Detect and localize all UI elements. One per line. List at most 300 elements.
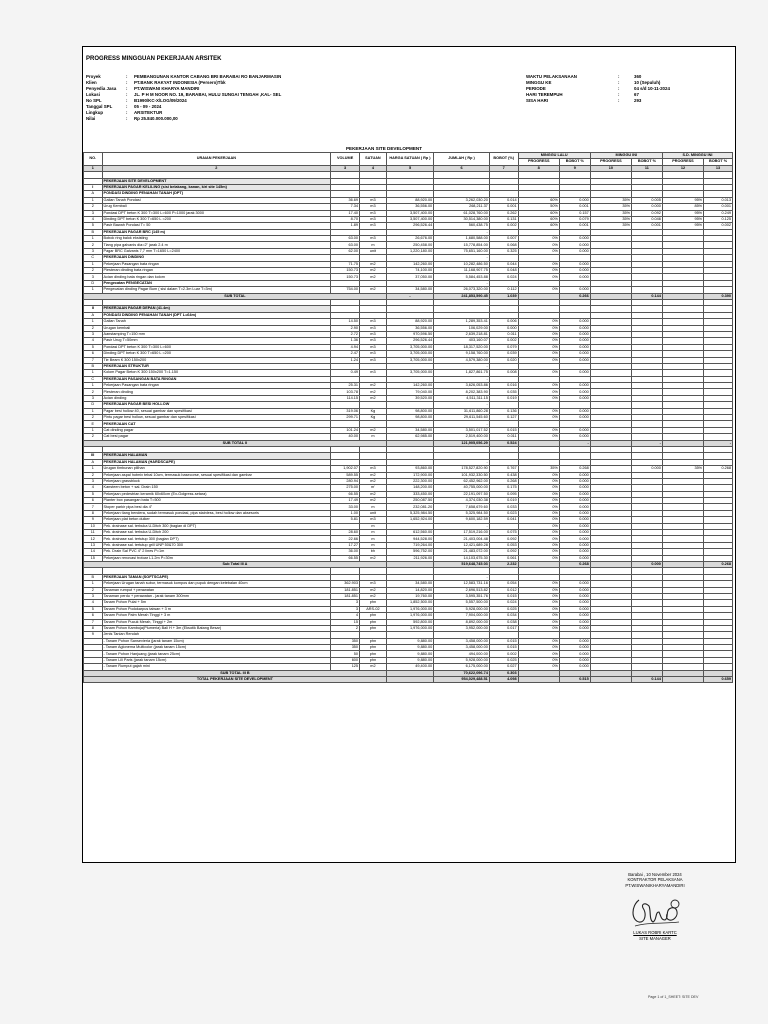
cell-n: 3 <box>84 331 103 337</box>
cell-sat: m2 <box>360 664 387 670</box>
handwritten-signature <box>625 892 685 930</box>
cell-sat: m <box>360 504 387 510</box>
cell-p1: 0% <box>518 593 559 599</box>
cell-b1: 0.000 <box>559 408 590 414</box>
cell-h: 36,556.00 <box>386 204 433 210</box>
cell-sat: m3 <box>360 357 387 363</box>
cell-j: 18,317,520.00 <box>434 344 490 350</box>
cell-b1: 0.000 <box>559 593 590 599</box>
cell-b1: 0.000 <box>559 287 590 293</box>
cell-n: 5 <box>84 491 103 497</box>
cell-b: 0.015 <box>489 427 518 433</box>
col-no: NO. <box>84 153 103 166</box>
cell-p1: 0% <box>518 485 559 491</box>
cell-d: Tanaman perdu + perawatan - jarak tanam 300mm <box>102 593 331 599</box>
cell-p3: 95% <box>662 197 703 203</box>
cell-vol: 66.55 <box>331 491 360 497</box>
colon-separator: : <box>618 86 620 91</box>
cell-j: - <box>434 421 490 427</box>
cell-d: PEKERJAAN HALAMAN <box>102 453 331 459</box>
cell-b1: 0.000 <box>559 504 590 510</box>
cell-j: - <box>434 280 490 286</box>
cell-vol: 36.00 <box>331 549 360 555</box>
cell-d: Tanaman rumput + perawatan <box>102 587 331 593</box>
cell-sat: m2 <box>360 274 387 280</box>
subtotal-label: TOTAL PEKERJAAN SITE DEVELOPMENT <box>84 677 387 683</box>
cell-p1: 35% <box>518 466 559 472</box>
cell-sat: m3 <box>360 197 387 203</box>
cell-j: 1,680,588.00 <box>434 236 490 242</box>
cell-p1: 0% <box>518 517 559 523</box>
col-minggu-lalu: MINGGU LALU <box>518 153 590 159</box>
cell-d: Urugan timbunan pilihan <box>102 466 331 472</box>
cell-b: 0.079 <box>489 344 518 350</box>
cell-p1: 60% <box>518 223 559 229</box>
cell-n: 2 <box>84 242 103 248</box>
cell-p1: 0% <box>518 478 559 484</box>
cell-b: 0.038 <box>489 619 518 625</box>
cell-p1: 0% <box>518 664 559 670</box>
cell-sat: unit <box>360 510 387 516</box>
cell-h: 93,860.00 <box>386 466 433 472</box>
cell-n: 3 <box>84 478 103 484</box>
cell-p1: 0% <box>518 427 559 433</box>
cell-n: 2 <box>84 325 103 331</box>
cell-j: 8,202,383.90 <box>434 389 490 395</box>
cell-vol: 280.94 <box>331 478 360 484</box>
cell-n: A <box>84 191 103 197</box>
cell-n: C <box>84 376 103 382</box>
cell-n: 7 <box>84 357 103 363</box>
cell-j: - <box>434 229 490 235</box>
cell-vol: 114.15 <box>331 395 360 401</box>
cell-b1: 0.000 <box>559 600 590 606</box>
cell-h: 3,507,400.00 <box>386 216 433 222</box>
cell-h: 9,880.00 <box>386 651 433 657</box>
cell-b: 0.044 <box>489 261 518 267</box>
cell-j: 9,600,182.59 <box>434 517 490 523</box>
cell-d: Pondasi DPT beton K 300 T=300 L=600 <box>102 344 331 350</box>
cell-p1: 0% <box>518 536 559 542</box>
col-progress-sd: PROGRESS <box>662 159 703 165</box>
cell-p1: 0% <box>518 651 559 657</box>
cell-p1: 0% <box>518 287 559 293</box>
cell-vol: 63.00 <box>331 242 360 248</box>
cell-j: - <box>434 402 490 408</box>
cell-h: 250,087.50 <box>386 498 433 504</box>
cell-b1: 0.268 <box>559 562 590 568</box>
colon-separator: : <box>126 104 128 109</box>
cell-b1: 0.001 <box>559 204 590 210</box>
cell-d: Pintu pagar besi hollow, sesuai gambar dan spesifikasi <box>102 415 331 421</box>
cell-d: Urug Kembali <box>102 204 331 210</box>
cell-h: 1,652,924.00 <box>386 517 433 523</box>
cell-h: 1,852,500.00 <box>386 600 433 606</box>
cell-vol: 299.71 <box>331 415 360 421</box>
cell-d: PEKERJAAN PAGAR DEPAN (41.4m) <box>102 306 331 312</box>
cell-vol: 150.73 <box>331 274 360 280</box>
cell-p1: 0% <box>518 261 559 267</box>
cell-hv: - <box>386 293 433 299</box>
cell-b3: 0.268 <box>704 562 733 568</box>
cell-n: B <box>84 363 103 369</box>
cell-d: Galian Tanah Pondasi <box>102 197 331 203</box>
cell-sat: ARS-02 <box>360 606 387 612</box>
cell-vol: 150.73 <box>331 268 360 274</box>
cell-b1: 0.001 <box>559 223 590 229</box>
cell-b1: 0.079 <box>559 216 590 222</box>
cell-j: 12,421,689.28 <box>434 542 490 548</box>
cell-b: 0.053 <box>489 542 518 548</box>
cell-b1: 0.000 <box>559 395 590 401</box>
cell-p1: 0% <box>518 344 559 350</box>
cell-vol: 1.89 <box>331 223 360 229</box>
project-info-value: Rp 25.840.000.000,00 <box>134 116 178 121</box>
cell-d: PEKERJAAN CAT <box>102 421 331 427</box>
cell-d: Jenis Tanian Rendah <box>102 632 331 638</box>
cell-h: 37,050.00 <box>386 274 433 280</box>
cell-b3: 0.249 <box>704 210 733 216</box>
cell-d: Pek. drainase sal. tertutup grill UNP 50&70 300 <box>102 542 331 548</box>
cell-b1: 0.000 <box>559 370 590 376</box>
cell-b1: 0.000 <box>559 325 590 331</box>
cell-b1: 0.000 <box>559 351 590 357</box>
schedule-info-label: WAKTU PELAKSANAAN <box>526 74 577 79</box>
cell-d: Pekerjaan grassblock <box>102 478 331 484</box>
cell-j: 31,611,860.28 <box>434 408 490 414</box>
cell-p2: 35% <box>590 216 631 222</box>
cell-b: 0.002 <box>489 223 518 229</box>
cell-h: 9,880.00 <box>386 645 433 651</box>
sign-name: LUKAS ROBRI KARTC <box>633 930 677 936</box>
cell-d: Pasir Urug T=50mm <box>102 338 331 344</box>
cell-d: Acian dinding <box>102 395 331 401</box>
cell-j: - <box>434 523 490 529</box>
cell-b: 0.023 <box>489 510 518 516</box>
cell-b1: 0.000 <box>559 344 590 350</box>
cell-sat: m2 <box>360 383 387 389</box>
cell-b2: 0.046 <box>631 216 662 222</box>
cell-b: 0.017 <box>489 625 518 631</box>
cell-j: 40,755,000.00 <box>434 485 490 491</box>
column-number: 7 <box>489 165 518 171</box>
project-info-value: PT.BANK RAKYAT INDONESIA (Persero)Tbk <box>134 80 226 85</box>
cell-vol: 7.34 <box>331 204 360 210</box>
cell-vol: 181.851 <box>331 587 360 593</box>
cell-sat: m2 <box>360 498 387 504</box>
cell-b2: 0.000 <box>631 204 662 210</box>
cell-h: 970,596.50 <box>386 331 433 337</box>
cell-h: 3,705,000.00 <box>386 357 433 363</box>
cell-sat: m2 <box>360 261 387 267</box>
cell-h: 9,880.00 <box>386 638 433 644</box>
cell-n: 6 <box>84 613 103 619</box>
cell-b: 0.033 <box>489 504 518 510</box>
project-info-row <box>86 116 281 122</box>
cell-n: 7 <box>84 619 103 625</box>
cell-d: PONDASI DINDING PENAHAN TANAH (DPT L=64m) <box>102 312 331 318</box>
cell-sat: m3 <box>360 581 387 587</box>
cell-d: Pekerjaan plat beton duiker <box>102 517 331 523</box>
cell-vol: 4.94 <box>331 344 360 350</box>
cell-b1: 0.000 <box>559 427 590 433</box>
cell-b: 0.019 <box>489 498 518 504</box>
cell-p3: 35% <box>662 466 703 472</box>
schedule-info-value: 10 (Sepuluh) <box>634 80 661 85</box>
cell-j: 9,158,760.00 <box>434 351 490 357</box>
cell-d: Pagar BRC Galvanis 7,7 mm T=1650 L=2400 <box>102 248 331 254</box>
cell-d: Tanam Pohon Kamboja(Plumeria) Bali H + 3m (Eksotik Batang Besar) <box>102 625 331 631</box>
cell-d: - Tanam Pohon Hanjuang (jarak tanam 25cm) <box>102 651 331 657</box>
cell-b1: 0.000 <box>559 651 590 657</box>
cell-vol: 14.50 <box>331 319 360 325</box>
cell-j: 7,658,679.60 <box>434 504 490 510</box>
colon-separator: : <box>126 92 128 97</box>
cell-n: 6 <box>84 498 103 504</box>
cell-vol: 17.49 <box>331 498 360 504</box>
cell-b1: 0.000 <box>559 248 590 254</box>
cell-d: Dinding DPT beton K 300 T=650 L =200 <box>102 351 331 357</box>
cell-j: 75,651,160.00 <box>434 248 490 254</box>
cell-p1: 0% <box>518 434 559 440</box>
cell-sat: m2 <box>360 555 387 561</box>
cell-j: 12,583,731.16 <box>434 581 490 587</box>
cell-p1: 0% <box>518 319 559 325</box>
cell-n: 1 <box>84 581 103 587</box>
cell-b: 0.041 <box>489 517 518 523</box>
column-number: 6 <box>434 165 490 171</box>
project-info-value: JL. P H M NOOR NO. 19, BARABAI, HULU SUNGAI TENGAH ,KAL- SEL <box>134 92 282 97</box>
cell-b: 0.438 <box>489 472 518 478</box>
cell-sat: m2 <box>360 395 387 401</box>
cell-n: 1 <box>84 383 103 389</box>
cell-p1: 0% <box>518 600 559 606</box>
cell-hv <box>386 677 433 683</box>
cell-h: 74,100.00 <box>386 268 433 274</box>
colon-separator: : <box>618 74 620 79</box>
cell-d: PEKERJAAN PASANGAN BATA RINGAN <box>102 376 331 382</box>
colon-separator: : <box>126 98 128 103</box>
cell-n: 4 <box>84 485 103 491</box>
cell-b1: 0.000 <box>559 613 590 619</box>
col-bobot-lalu: BOBOT % <box>559 159 590 165</box>
cell-n: 6 <box>84 351 103 357</box>
cell-p1: 60% <box>518 216 559 222</box>
cell-j: 22,191,097.50 <box>434 491 490 497</box>
cell-h: 296,526.44 <box>386 223 433 229</box>
cell-d: Pek. drainase sal. terbuka U-Ditch 300 (bagian di DPT) <box>102 523 331 529</box>
cell-h: 1,976,000.00 <box>386 613 433 619</box>
cell-j: 5,557,500.00 <box>434 600 490 606</box>
project-info-label: Tanggal SPL <box>86 104 113 109</box>
colon-separator: : <box>126 74 128 79</box>
cell-b2: 0.005 <box>631 197 662 203</box>
col-satuan: SATUAN <box>360 153 387 166</box>
cell-d: - Tanam Pohon Sansevieria (jarak tanam 15cm) <box>102 638 331 644</box>
cell-n: 8 <box>84 510 103 516</box>
cell-h: 36,556.00 <box>386 325 433 331</box>
cell-n: I <box>84 184 103 190</box>
project-info-value: PEMBANGUNAN KANTOR CABANG BRI BARABAI RO BANJARMASIN <box>134 74 282 79</box>
cell-vol: 40.00 <box>331 434 360 440</box>
cell-vol: 754.00 <box>331 287 360 293</box>
cell-b1: 0.000 <box>559 242 590 248</box>
cell-j: 21,483,072.00 <box>434 549 490 555</box>
colon-separator: : <box>126 86 128 91</box>
schedule-info-row <box>526 98 670 104</box>
schedule-info-label: PERIODE <box>526 86 546 91</box>
cell-sat: m3 <box>360 204 387 210</box>
cell-j: 3,595,351.76 <box>434 593 490 599</box>
cell-b1: 0.157 <box>559 210 590 216</box>
cell-n: 2 <box>84 472 103 478</box>
cell-sat: m3 <box>360 319 387 325</box>
cell-b1: 0.000 <box>559 581 590 587</box>
cell-b3: 0.013 <box>704 197 733 203</box>
cell-b: 0.034 <box>489 613 518 619</box>
cell-h: 250,458.00 <box>386 242 433 248</box>
cell-b3: 0.001 <box>704 204 733 210</box>
cell-h: 3,705,000.00 <box>386 344 433 350</box>
cell-n: 5 <box>84 344 103 350</box>
cell-h: 1,220,180.00 <box>386 248 433 254</box>
cell-p1: 0% <box>518 331 559 337</box>
cell-b1: 0.000 <box>559 498 590 504</box>
column-number: 9 <box>559 165 590 171</box>
cell-j: 1,289,353.41 <box>434 319 490 325</box>
cell-b: 0.127 <box>489 415 518 421</box>
cell-n: 1 <box>84 408 103 414</box>
cell-h: 34,580.00 <box>386 581 433 587</box>
cell-x2 <box>590 677 631 683</box>
cell-sat: m2 <box>360 478 387 484</box>
cell-vol: 5.81 <box>331 517 360 523</box>
cell-j: 3,458,000.00 <box>434 638 490 644</box>
cell-n: 2 <box>84 204 103 210</box>
column-number: 1 <box>84 165 103 171</box>
cell-vol: 4 <box>331 613 360 619</box>
sign-title: SITE MANAGER <box>639 935 671 941</box>
cell-b: 0.303 <box>489 670 518 676</box>
cell-sat: m2 <box>360 389 387 395</box>
cell-n: E <box>84 421 103 427</box>
cell-j: - <box>434 459 490 465</box>
cell-n: 3 <box>84 593 103 599</box>
cell-b: 0.325 <box>489 248 518 254</box>
cell-sat: m3 <box>360 517 387 523</box>
cell-b1: 0.000 <box>559 389 590 395</box>
cell-vol: 66.55 <box>331 555 360 561</box>
cell-n: 1 <box>84 287 103 293</box>
cell-sat: m <box>360 542 387 548</box>
column-number: 8 <box>518 165 559 171</box>
cell-j: 2,519,400.00 <box>434 434 490 440</box>
cell-sat: phn <box>360 619 387 625</box>
cell-b3: 0.125 <box>704 216 733 222</box>
cell-d: Bobok ring balok eksisting <box>102 236 331 242</box>
cell-sat: m <box>360 242 387 248</box>
cell-sat: m3 <box>360 223 387 229</box>
cell-vol: 8.70 <box>331 216 360 222</box>
cell-sat: m2 <box>360 427 387 433</box>
cell-b: 0.008 <box>489 370 518 376</box>
cell-p2: 35% <box>590 223 631 229</box>
cell-vol: 15 <box>331 619 360 625</box>
cell-n: 15 <box>84 555 103 561</box>
cell-n: 10 <box>84 523 103 529</box>
cell-b3: 0.659 <box>704 677 733 683</box>
cell-j: 17,519,216.00 <box>434 530 490 536</box>
cell-d: Cat dinding pagar <box>102 427 331 433</box>
cell-h: 79,040.00 <box>386 389 433 395</box>
cell-d: - Tanam Lili Paris (jarak tanam 15cm) <box>102 657 331 663</box>
cell-b: 0.002 <box>489 651 518 657</box>
schedule-info-value: 293 <box>634 98 642 103</box>
schedule-info-value: 67 <box>634 92 639 97</box>
cell-h: 944,528.00 <box>386 536 433 542</box>
cell-b1: 0.000 <box>559 491 590 497</box>
column-number: 2 <box>102 165 331 171</box>
cell-b1: 0.000 <box>559 331 590 337</box>
cell-j: - <box>434 255 490 261</box>
cell-n: 3 <box>84 210 103 216</box>
cell-sat: m <box>360 523 387 529</box>
cell-n: 1 <box>84 370 103 376</box>
cell-p3: 85% <box>662 204 703 210</box>
cell-d: - Tanam Aglonema Multicolor (jarak tanam 15cm) <box>102 645 331 651</box>
col-volume: VOLUME <box>331 153 360 166</box>
cell-vol: 3 <box>331 600 360 606</box>
cell-p1: 60% <box>518 210 559 216</box>
cell-j: 3,626,053.86 <box>434 383 490 389</box>
cell-b: 0.011 <box>489 331 518 337</box>
cell-sat: m3 <box>360 370 387 376</box>
cell-b1: 0.000 <box>559 619 590 625</box>
cell-j: 519,648,745.03 <box>434 562 490 568</box>
cell-b1: 0.000 <box>559 510 590 516</box>
cell-vol: 33.00 <box>331 504 360 510</box>
cell-b2: 0.144 <box>631 293 662 299</box>
cell-h: 34,580.00 <box>386 287 433 293</box>
cell-n: 14 <box>84 549 103 555</box>
cell-d: Plesteran dinding bata ringan <box>102 268 331 274</box>
cell-vol: 2.72 <box>331 331 360 337</box>
cell-h: 62,985.00 <box>386 434 433 440</box>
cell-p2: 35% <box>590 210 631 216</box>
cell-p1: 0% <box>518 351 559 357</box>
cell-n: 2 <box>84 389 103 395</box>
cell-n: 4 <box>84 338 103 344</box>
cell-h: 9,880.00 <box>386 657 433 663</box>
cell-h: 88,920.00 <box>386 197 433 203</box>
cell-n: 13 <box>84 542 103 548</box>
cell-b1: 0.000 <box>559 536 590 542</box>
cell-b: 2.232 <box>489 562 518 568</box>
cell-sat: m2 <box>360 491 387 497</box>
cell-j: 61,028,760.00 <box>434 210 490 216</box>
cell-b: 0.012 <box>489 587 518 593</box>
cell-j: 8,892,000.00 <box>434 619 490 625</box>
column-number: 3 <box>331 165 360 171</box>
cell-b: 0.016 <box>489 383 518 389</box>
cell-j: 14,103,675.30 <box>434 555 490 561</box>
cell-j: - <box>434 363 490 369</box>
cell-b: 0.014 <box>489 197 518 203</box>
project-info-label: Klien <box>86 80 97 85</box>
cell-n: 1 <box>84 261 103 267</box>
cell-p1: 0% <box>518 542 559 548</box>
cell-d: Tanam Pohon Pucuk Merah, Tinggi + 2m <box>102 619 331 625</box>
